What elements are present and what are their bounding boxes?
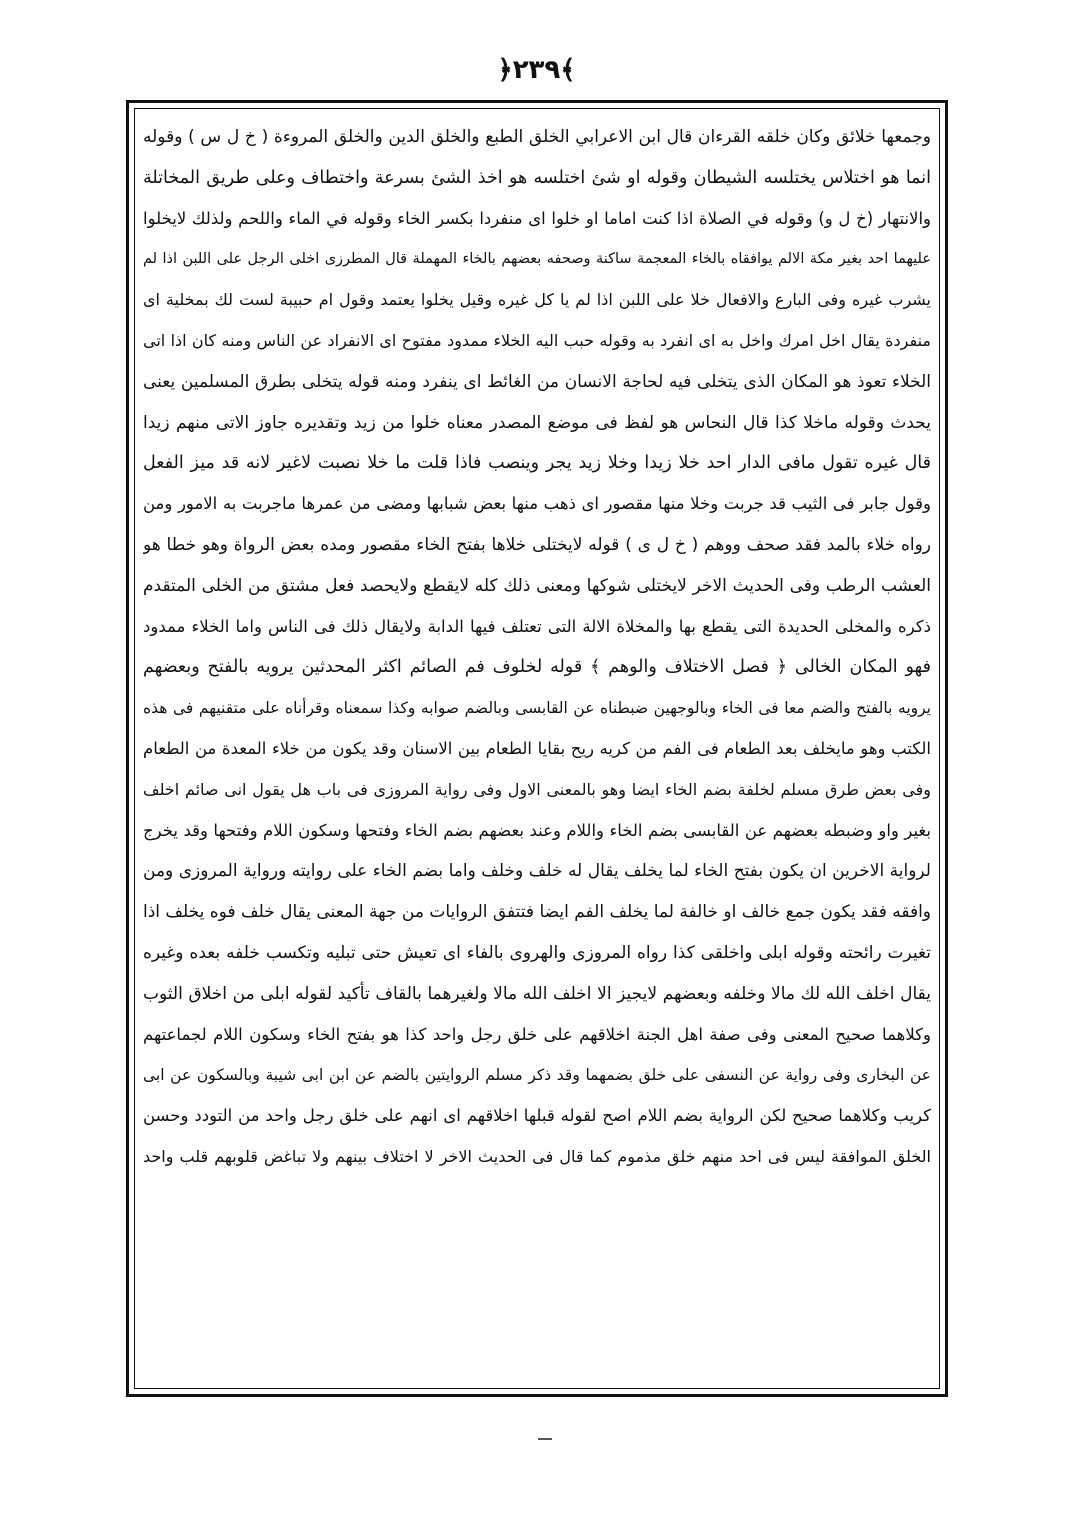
text-line: كريب وكلاهما صحيح لكن الرواية بضم اللام اصح لقوله قبلها اخلاقهم اى انهم على خلق رجل واحد من التودد وحسن	[143, 1106, 931, 1126]
text-line: ذكره والمخلى الحديدة التى يقطع بها والمخلاة الالة التى تعتلف فيها الدابة ولايقال ذلك فى الناس واما الخلاء ممدود	[143, 616, 931, 636]
text-line: وجمعها خلائق وكان خلقه القرءان قال ابن الاعرابي الخلق الطبع والخلق الدين والخلق المروءة ( خ ل س ) وقوله	[143, 127, 931, 147]
text-line: والانتهار (خ ل و) وقوله في الصلاة اذا كنت اماما او خلوا اى منفردا بكسر الخاء وقوله في الماء واللحم ولذلك لايخلوا	[143, 208, 931, 228]
text-line: عليهما احد بغير مكة الالم يوافقاه بالخاء المعجمة ساكنة وصحفه بعضهم بالخاء المهملة قال المطرزى اخلى الرجل على اللبن اذا لم	[143, 251, 931, 268]
bottom-mark	[538, 1438, 552, 1440]
text-line: وقول جابر فى الثيب قد جربت وخلا منها مقصور اى ذهب منها بعض شبابها ومضى من عمرها ماجربت به الامور ومن	[143, 494, 931, 514]
text-line: يرويه بالفتح والضم معا فى الخاء وبالوجهين ضبطناه عن القابسى وبالضم صوابه وكذا سمعناه وقرأناه على متقنيهم فى هذه	[143, 699, 931, 718]
text-line: الكتب وهو مايخلف بعد الطعام فى الفم من كريه ريح بقايا الطعام بين الاسنان وقد يكون من خلاء المعدة من الطعام	[143, 738, 931, 758]
text-line: رواه خلاء بالمد فقد صحف ووهم ( خ ل ى ) قوله لايختلى خلاها بفتح الخاء مقصور ومده بعض الرواة وهو خطا هو	[143, 534, 931, 555]
text-line: يشرب غيره وفى البارع والافعال خلا على اللبن اذا لم يا كل غيره وقيل يخلوا يعتمد وقول ام حبيبة لست لك بمخلية اى	[143, 290, 931, 310]
text-line: الخلاء تعوذ هو المكان الذى يتخلى فيه لحاجة الانسان من الغائط اى ينفرد ومنه قوله يتخلى بطرق المسلمين يعنى	[143, 371, 931, 392]
text-line: العشب الرطب وفى الحديث الاخر لايختلى شوكها ومعنى ذلك كله لايقطع ولايحصد فعل مشتق من الخلى المتقدم	[143, 575, 931, 596]
text-line: تغيرت رائحته وقوله ابلى واخلقى كذا رواه المروزى والهروى بالفاء اى تعيش حتى تبليه وتكسب خلفه بعده وغيره	[143, 942, 931, 963]
text-line: الخلق الموافقة ليس فى احد منهم خلق مذموم كما قال فى الحديث الاخر لا اختلاف بينهم ولا تباغض قلوبهم قلب واحد	[143, 1146, 931, 1166]
text-line: وفى بعض طرق مسلم لخلفة بضم الخاء ايضا وهو بالمعنى الاول وفى رواية المروزى فى باب هل يقول انى صائم اخلف	[143, 779, 931, 799]
text-line: قال غيره تقول مافى الدار احد خلا زيدا وخلا زيد يجر وينصب فاذا قلت ما خلا نصبت لاغير لانه قد ميز الفعل	[143, 453, 931, 474]
text-line: فهو المكان الخالى ﴿ فصل الاختلاف والوهم ﴾ قوله لخلوف فم الصائم اكثر المحدثين يرويه بالفتح وبعضهم	[143, 657, 931, 678]
text-line: انما هو اختلاس يختلسه الشيطان وقوله او شئ اختلسه هو اخذ الشئ بسرعة واختطاف وعلى طريق المخاتلة	[143, 167, 931, 188]
text-line: وافقه فقد يكون جمع خالف او خالفة لما يخلف الفم ايضا فتتفق الروايات من جهة المعنى يقال خلف فوه يخلف اذا	[143, 902, 931, 923]
page-border	[126, 100, 948, 1397]
text-line: يقال اخلف الله لك مالا وخلفه وبعضهم لايجيز الا اخلف الله مالا ولغيرهما بالقاف تأكيد لقوله ابلى من اخلاق الثوب	[143, 983, 931, 1004]
text-body	[143, 117, 931, 1178]
text-line: يحدث وقوله ماخلا كذا قال النحاس هو لفظ فى موضع المصدر معناه خلوا من زيد وتقديره جاوز الاتى منهم زيدا	[143, 412, 931, 433]
text-line: لرواية الاخرين ان يكون بفتح الخاء لما يخلف يقال له خلف وخلف واما بضم الخاء على روايته ورواية المروزى ومن	[143, 861, 931, 882]
page-number: ﴿٢٣٩﴾	[497, 55, 576, 85]
text-line: عن البخارى وفى رواية عن النسفى على خلق بضمهما وقد ذكر مسلم الروايتين بالضم عن ابن ابى شيبة وبالسكون عن ابى	[143, 1066, 931, 1085]
text-line: بغير واو وضبطه بعضهم عن القابسى بضم الخاء واللام وعند بعضهم بضم الخاء وفتحها وسكون اللام وفتحها وقد يخرج	[143, 820, 931, 840]
text-line: منفردة يقال اخل امرك واخل به اى انفرد به وقوله حبب اليه الخلاء ممدود مفتوح اى الانفراد عن الناس ومنه كان اذا اتى	[143, 330, 931, 350]
text-line: وكلاهما صحيح المعنى وفى صفة اهل الجنة اخلاقهم على خلق رجل واحد كذا هو بفتح الخاء وسكون اللام لجماعتهم	[143, 1024, 931, 1044]
